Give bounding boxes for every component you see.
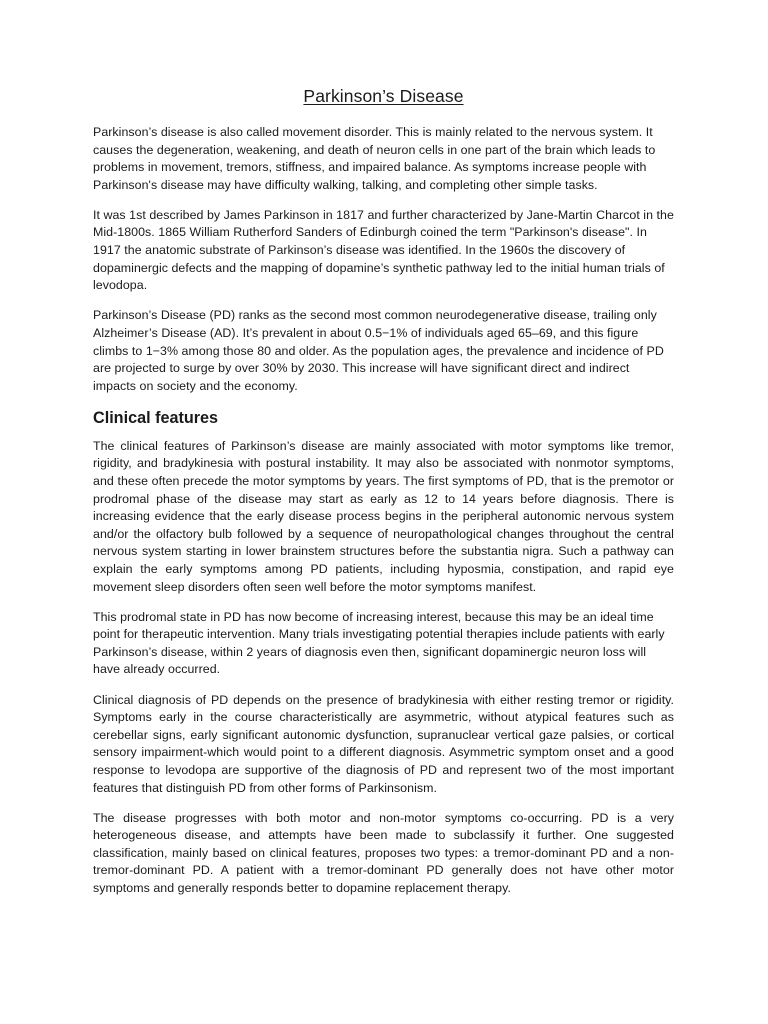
intro-paragraph-2: It was 1st described by James Parkinson in 1817 and further characterized by Jane-Martin Charcot in the Mid-1800s. 1865 William Rutherford Sanders of Edinburgh coined the term "Parkinson's disease". In 1917 the anatomic substrate of Parkinson’s disease was identified. In the 1960s the discovery of dopaminergic defects and the mapping of dopamine’s synthetic pathway led to the initial human trials of levodopa. <box>93 207 674 293</box>
section-heading-clinical-features: Clinical features <box>93 408 219 427</box>
clinical-paragraph-2: This prodromal state in PD has now become of increasing interest, because this may be an ideal time point for therapeutic intervention. Many trials investigating potential therapies include patients with early Parkinson’s disease, within 2 years of diagnosis even then, significant dopaminergic neuron loss will have already occurred. <box>93 609 665 677</box>
intro-paragraph-1: Parkinson’s disease is also called movement disorder. This is mainly related to the nervous system. It causes the degeneration, weakening, and death of neuron cells in one part of the brain which leads to problems in movement, tremors, stiffness, and impaired balance. As symptoms increase people with Parkinson's disease may have difficulty walking, talking, and completing other simple tasks. <box>93 125 656 192</box>
clinical-paragraph-4: The disease progresses with both motor and non-motor symptoms co-occurring. PD is a very heterogeneous disease, and attempts have been made to subclassify it further. One suggested classification, mainly based on clinical features, proposes two types: a tremor-dominant PD and a non-tremor-dominant PD. A patient with a tremor-dominant PD generally does not have other motor symptoms and generally responds better to dopamine replacement therapy. <box>93 810 674 895</box>
document-page <box>93 86 674 910</box>
document-title: Parkinson’s Disease <box>303 86 464 106</box>
intro-paragraph-3: Parkinson’s Disease (PD) ranks as the second most common neurodegenerative disease, trailing only Alzheimer’s Disease (AD). It’s prevalent in about 0.5−1% of individuals aged 65–69, and this figure climbs to 1−3% among those 80 and older. As the population ages, the prevalence and incidence of PD are projected to surge by over 30% by 2030. This increase will have significant direct and indirect impacts on society and the economy. <box>93 308 664 393</box>
clinical-paragraph-3: Clinical diagnosis of PD depends on the presence of bradykinesia with either resting tremor or rigidity. Symptoms early in the course characteristically are asymmetric, without atypical features such as cerebellar signs, early significant autonomic dysfunction, supranuclear vertical gaze palsies, or cortical sensory impairment-which would point to a different diagnosis. Asymmetric symptom onset and a good response to levodopa are supportive of the diagnosis of PD and represent two of the most important features that distinguish PD from other forms of Parkinsonism. <box>93 692 674 795</box>
clinical-paragraph-1: The clinical features of Parkinson’s disease are mainly associated with motor symptoms like tremor, rigidity, and bradykinesia with postural instability. It may also be associated with nonmotor symptoms, and these often precede the motor symptoms by years. The first symptoms of PD, that is the premotor or prodromal phase of the disease may start as early as 12 to 14 years before diagnosis. There is increasing evidence that the early disease process begins in the peripheral autonomic nervous system and/or the olfactory bulb followed by a sequence of neuropathological changes throughout the central nervous system starting in lower brainstem structures before the substantia nigra. Such a pathway can explain the early symptoms among PD patients, including hyposmia, constipation, and rapid eye movement sleep disorders often seen well before the motor symptoms manifest. <box>93 438 674 594</box>
